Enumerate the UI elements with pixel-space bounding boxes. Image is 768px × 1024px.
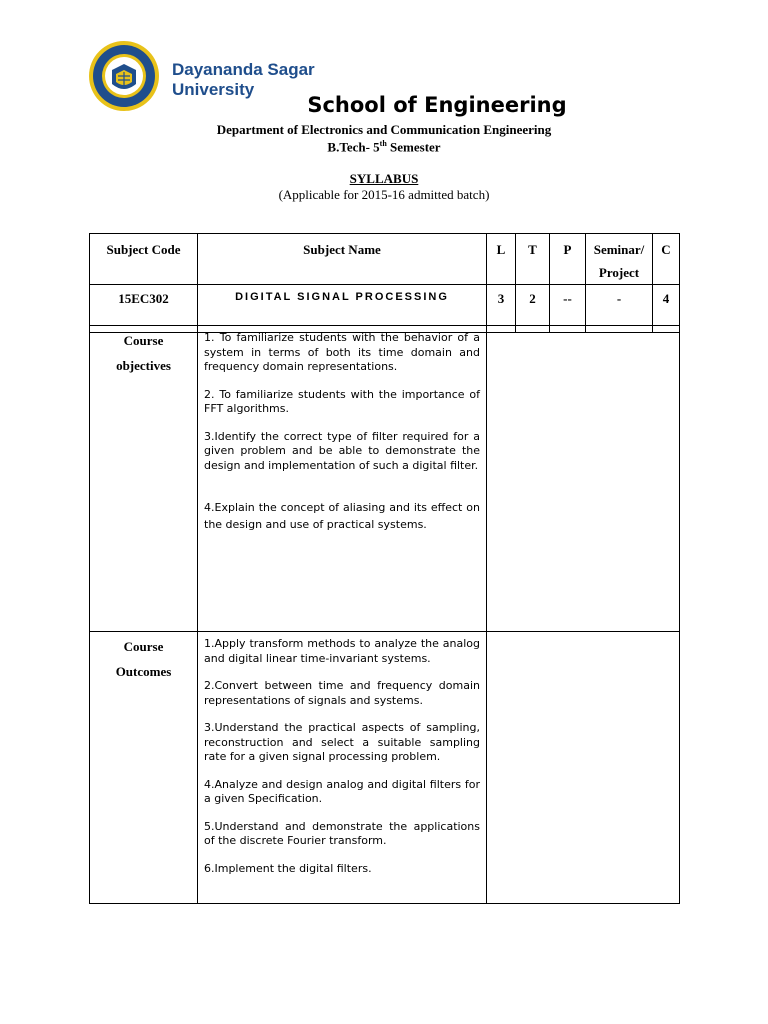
subject-table: [89, 233, 680, 333]
subject-code-header: Subject Code: [90, 234, 198, 285]
objectives-list: [198, 326, 487, 632]
outcome-item: 1.Apply transform methods to analyze the analog and digital linear time-invariant systems.: [204, 637, 480, 665]
objectives-row: [90, 326, 680, 632]
outcome-item: 4.Analyze and design analog and digital filters for a given Specification.: [204, 777, 480, 805]
department-title: Department of Electronics and Communication Engineering: [216, 122, 552, 137]
l-value: 3: [487, 285, 516, 333]
course-details-table: [89, 325, 680, 904]
outcome-item: 3.Understand the practical aspects of sampling, reconstruction and select a suitable sampling rate for a given signal processing problem.: [204, 721, 480, 763]
empty-cell: [487, 632, 680, 904]
p-header: P: [550, 234, 586, 285]
outcomes-list: [198, 632, 487, 904]
t-value: 2: [516, 285, 550, 333]
subject-name-header: Subject Name: [198, 234, 487, 285]
subject-code: 15EC302: [90, 285, 198, 333]
syllabus-heading: SYLLABUS: [349, 171, 419, 186]
semester-line: B.Tech- 5th Semester: [327, 139, 441, 155]
objectives-label: Course objectives: [90, 326, 198, 632]
subject-name: DIGITAL SIGNAL PROCESSING: [198, 285, 487, 333]
outcome-item: 6.Implement the digital filters.: [204, 861, 372, 875]
outcome-item: 5.Understand and demonstrate the applications of the discrete Fourier transform.: [204, 819, 480, 847]
outcome-item: 2.Convert between time and frequency domain representations of signals and systems.: [204, 679, 480, 707]
objective-item: 1. To familiarize students with the behavior of a system in terms of both its time domain and frequency domain representations.: [204, 331, 480, 373]
objective-item: 3.Identify the correct type of filter required for a given problem and be able to demonstrate the design and implementation of such a digital filter.: [204, 429, 480, 472]
applicable-note: (Applicable for 2015-16 admitted batch): [278, 187, 490, 202]
school-title: School of Engineering: [307, 93, 567, 117]
university-name: Dayananda Sagar University: [172, 60, 315, 99]
empty-cell: [487, 326, 680, 632]
seminar-header: Seminar/ Project: [586, 234, 653, 285]
objective-item: 4.Explain the concept of aliasing and its effect on the design and use of practical systems.: [204, 501, 480, 531]
objective-item: 2. To familiarize students with the importance of FFT algorithms.: [204, 387, 480, 415]
p-value: --: [550, 285, 586, 333]
l-header: L: [487, 234, 516, 285]
c-header: C: [653, 234, 680, 285]
outcomes-row: [90, 632, 680, 904]
c-value: 4: [653, 285, 680, 333]
t-header: T: [516, 234, 550, 285]
header-row: [90, 234, 680, 285]
seminar-value: -: [586, 285, 653, 333]
outcomes-label: Course Outcomes: [90, 632, 198, 904]
